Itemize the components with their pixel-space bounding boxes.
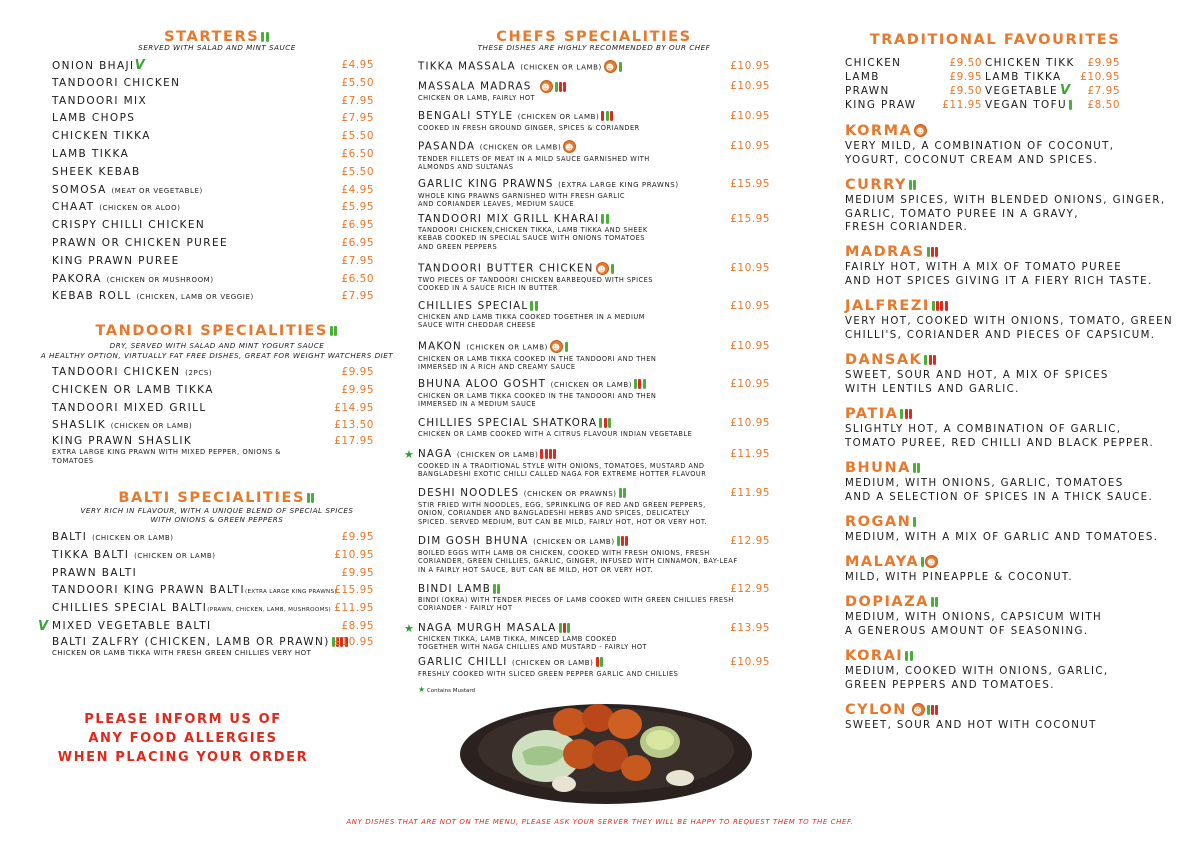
chilli-icon [559,623,572,633]
list-item: LAMB CHOPS £7.95 [52,112,374,125]
chilli-icon [924,353,937,368]
nut-icon: ☻ [914,124,929,139]
list-item: CRISPY CHILLI CHICKEN £6.95 [52,219,374,232]
curry-bhuna: BHUNA MEDIUM, WITH ONIONS, GARLIC, TOMATOES AND A SELECTION OF SPICES IN A THICK SAUCE. [845,460,1154,503]
curry-jalfrezi: JALFREZI VERY HOT, COOKED WITH ONIONS, TOMATO, GREEN CHILLI'S, CORIANDER AND PIECES OF CAPSICUM. [845,298,1174,341]
list-item: CHICKEN TIKKA £5.50 [52,130,374,143]
chilli-icon [634,379,647,389]
list-item: VEGETABLE V £7.95 [985,83,1120,98]
list-item: LAMB TIKKA £6.50 [52,147,374,160]
chilli-icon [493,584,502,594]
list-item: CHILLIES SPECIAL SHATKORA £10.95 CHICKEN OR LAMB COOKED WITH A CITRUS FLAVOUR INDIAN VEGETABLE [418,417,770,438]
list-item: SHASLIK (CHICKEN OR LAMB) £13.50 [52,419,374,432]
starters-subtitle: SERVED WITH SALAD AND MINT SAUCE [138,43,296,52]
chilli-icon [599,418,612,428]
curry-dansak: DANSAK SWEET, SOUR AND HOT, A MIX OF SPICES WITH LENTILS AND GARLIC. [845,352,1109,395]
list-item: MAKON (CHICKEN OR LAMB) ☻ £10.95 CHICKEN OR LAMB TIKKA COOKED IN THE TANDOORI AND THEN IMMERSED IN A RICH AND CREAMY SAUCE [418,340,770,371]
nut-icon: ☻ [550,340,569,353]
list-item: PASANDA (CHICKEN OR LAMB) ☻ £10.95 TENDER FILLETS OF MEAT IN A MILD SAUCE GARNISHED WITH ALMONDS AND SULTANAS [418,140,770,171]
curry-patia: PATIA SLIGHTLY HOT, A COMBINATION OF GARLIC, TOMATO PUREE, RED CHILLI AND BLACK PEPPER. [845,406,1155,449]
chilli-icon [307,490,316,506]
list-item: DIM GOSH BHUNA (CHICKEN OR LAMB) £12.95 BOILED EGGS WITH LAMB OR CHICKEN, COOKED WITH FRESH ONIONS, FRESH CORIANDER, GREEN CHILLIES, GARLIC, GINGER, INFUSED WITH CINNAMON, BAY-LEAF IN A FAIRLY HOT SAUCE, BUT CAN BE MILD, HOT OR VERY HOT. [418,535,770,574]
list-item: KEBAB ROLL (CHICKEN, LAMB OR VEGGIE) £7.95 [52,290,374,303]
list-item: CHILLIES SPECIAL BALTI(PRAWN, CHICKEN, LAMB, MUSHROOMS) £11.95 [52,602,374,615]
chilli-icon [900,407,913,422]
list-item: TANDOORI CHICKEN £5.50 [52,76,374,89]
chilli-icon [619,488,628,498]
list-item: PAKORA (CHICKEN OR MUSHROOM) £6.50 [52,272,374,285]
list-item: TANDOORI MIX GRILL KHARAI £15.95 TANDOORI CHICKEN,CHICKEN TIKKA, LAMB TIKKA AND SHEEK KEBAB COOKED IN SPECIAL SAUCE WITH ONIONS TOMATOES AND GREEN PEPPERS [418,213,770,251]
list-item: BINDI LAMB £12.95 BINDI (OKRA) WITH TENDER PIECES OF LAMB COOKED WITH GREEN CHILLIES FRESH CORIANDER - FAIRLY HOT [418,583,770,613]
chefs-title: CHEFS SPECIALITIES [496,29,692,45]
chilli-icon [601,111,614,121]
vegetarian-icon: V [38,618,50,634]
tandoori-header [52,320,382,339]
list-item: TIKKA BALTI (CHICKEN OR LAMB) £10.95 [52,548,374,561]
starters-list [52,57,374,306]
list-item: CHICKEN TIKK £9.95 [985,57,1120,69]
item-description: EXTRA LARGE KING PRAWN WITH MIXED PEPPER, ONIONS & TOMATOES [52,448,281,465]
traditional-header [845,29,1145,48]
curry-malaya: MALAYA ☻ MILD, WITH PINEAPPLE & COCONUT. [845,554,1073,583]
chilli-icon [617,536,630,546]
list-item: SHEEK KEBAB £5.50 [52,165,374,178]
curry-korma: KORMA ☻ VERY MILD, A COMBINATION OF COCONUT, YOGURT, COCONUT CREAM AND SPICES. [845,123,1115,166]
curry-curry: CURRY MEDIUM SPICES, WITH BLENDED ONIONS, GINGER, GARLIC, TOMATO PUREE IN A GRAVY, FRESH CORIANDER. [845,177,1166,234]
tandoori-subtitle-2: A HEALTHY OPTION, VIRTUALLY FAT FREE DISHES, GREAT FOR WEIGHT WATCHERS DIET [40,351,394,360]
list-item: GARLIC KING PRAWNS (EXTRA LARGE KING PRAWNS) £15.95 WHOLE KING PRAWNS GARNISHED WITH FRESH GARLIC AND CORIANDER LEAVES, MEDIUM SAUCE [418,178,770,209]
list-item: LAMB £9.95 [845,71,982,83]
list-item: ★ NAGA (CHICKEN OR LAMB) £11.95 COOKED IN A TRADITIONAL STYLE WITH ONIONS, TOMATOES, MUSTARD AND BANGLADESHI EXOTIC CHILLI CALLED NAGA FOR EXTREME HOTTER FLAVOUR [404,448,770,479]
list-item: KING PRAWN PUREE £7.95 [52,254,374,267]
curry-cylon: CYLON ☻ SWEET, SOUR AND HOT WITH COCONUT [845,702,1097,731]
chilli-icon [540,449,557,459]
item-description: CHICKEN OR LAMB TIKKA WITH FRESH GREEN CHILLIES VERY HOT [52,648,312,657]
tandoori-title: TANDOORI SPECIALITIES [95,323,328,339]
list-item: CHAAT (CHICKEN OR ALOO) £5.95 [52,201,374,214]
curry-rogan: ROGAN MEDIUM, WITH A MIX OF GARLIC AND TOMATOES. [845,514,1159,543]
list-item: BALTI (CHICKEN OR LAMB) £9.95 [52,531,374,543]
list-item: PRAWN £9.50 [845,85,982,97]
sizzler-dish-image [460,692,752,808]
star-icon: ★ [418,685,426,694]
list-item: KING PRAWN SHASLIK £17.95 [52,435,374,448]
list-item: DESHI NOODLES (CHICKEN OR PRAWNS) £11.95 STIR FRIED WITH NOODLES, EGG, SPRINKLING OF RED AND GREEN PEPPERS, ONION, CORIANDER AND BANGLADESHI HERBS AND SPICES, DELICATELY SPICED. SERVED MEDIUM, BUT CAN BE MILD, FAIRLY HOT, HOT OR VERY HOT. [418,487,770,526]
balti-subtitle: VERY RICH IN FLAVOUR, WITH A UNIQUE BLEND OF SPECIAL SPICES [80,506,354,515]
list-item: BENGALI STYLE (CHICKEN OR LAMB) £10.95 COOKED IN FRESH GROUND GINGER, SPICES & CORIANDER [418,110,770,132]
starters-title: STARTERS [164,29,260,45]
list-item: VEGAN TOFU £8.50 [985,99,1120,111]
chilli-icon [596,657,605,667]
list-item: PRAWN OR CHICKEN PUREE £6.95 [52,236,374,249]
curry-madras: MADRAS FAIRLY HOT, WITH A MIX OF TOMATO PUREE AND HOT SPICES GIVING IT A FIERY RICH TASTE. [845,244,1153,287]
nut-icon: ☻ [540,80,568,93]
allergy-notice: PLEASE INFORM US OF ANY FOOD ALLERGIES WHEN PLACING YOUR ORDER [57,712,309,765]
balti-title: BALTI SPECIALITIES [118,490,306,506]
tandoori-subtitle: DRY, SERVED WITH SALAD AND MINT YOGURT SAUCE [109,341,325,350]
vegetarian-icon: V [1060,83,1072,98]
traditional-title: TRADITIONAL FAVOURITES [869,32,1121,48]
star-icon: ★ [404,448,414,461]
list-item: MASSALA MADRAS ☻ £10.95 CHICKEN OR LAMB, FAIRLY HOT [418,80,770,102]
price-grid-left [845,56,990,112]
nut-icon: ☻ [596,262,615,275]
chefs-subtitle: THESE DISHES ARE HIGHLY RECOMMENDED BY OUR CHEF [477,43,711,52]
chilli-icon [913,515,917,530]
chilli-icon [530,301,539,311]
price-grid-right [985,56,1120,112]
balti-subtitle-2: WITH ONIONS & GREEN PEPPERS [150,515,284,524]
star-icon: ★ [404,622,414,635]
list-item: TANDOORI MIXED GRILL £14.95 [52,401,374,414]
list-item: LAMB TIKKA £10.95 [985,71,1120,83]
list-item: GARLIC CHILLI (CHICKEN OR LAMB) £10.95 FRESHLY COOKED WITH SLICED GREEN PEPPER GARLIC AND CHILLIES [418,656,770,678]
list-item: BALTI ZALFRY (CHICKEN, LAMB OR PRAWN) £10.95 [52,635,374,648]
balti-header [52,487,382,506]
curry-korai: KORAI MEDIUM, COOKED WITH ONIONS, GARLIC, GREEN PEPPERS AND TOMATOES. [845,648,1109,691]
balti-list [38,529,374,657]
nut-icon: ☻ [912,703,940,718]
list-item: CHICKEN OR LAMB TIKKA £9.95 [52,383,374,396]
chilli-icon [905,649,914,664]
chilli-icon [913,461,922,476]
list-item: PRAWN BALTI £9.95 [52,566,374,579]
list-item: TANDOORI BUTTER CHICKEN ☻ £10.95 TWO PIECES OF TANDOORI CHICKEN BARBEQUED WITH SPICES COOKED IN A SAUCE RICH IN BUTTER [418,262,770,292]
list-item: TANDOORI CHICKEN (2PCS) £9.95 [52,366,374,378]
list-item: CHILLIES SPECIAL £10.95 CHICKEN AND LAMB TIKKA COOKED TOGETHER IN A MEDIUM SAUCE WITH CHEDDAR CHEESE [418,300,770,330]
list-item: ★ NAGA MURGH MASALA £13.95 CHICKEN TIKKA, LAMB TIKKA, MINCED LAMB COOKED TOGETHER WITH NAGA CHILLIES AND MUSTARD - FAIRLY HOT [404,622,770,652]
nut-icon: ☻ [604,60,623,73]
tandoori-list [52,364,374,465]
list-item: TANDOORI KING PRAWN BALTI(EXTRA LARGE KING PRAWNS) £15.95 [52,584,374,597]
vegan-icon [1069,100,1073,110]
chilli-icon [601,214,610,224]
list-item: ONION BHAJIV £4.95 [52,58,374,73]
chilli-icon [931,595,940,610]
curry-dopiaza: DOPIAZA MEDIUM, WITH ONIONS, CAPSICUM WITH A GENEROUS AMOUNT OF SEASONING. [845,594,1103,637]
chilli-icon [330,323,339,339]
nut-icon: ☻ [563,140,578,153]
list-item: TANDOORI MIX £7.95 [52,94,374,107]
list-item: TIKKA MASSALA (CHICKEN OR LAMB) ☻ £10.95 [418,60,770,73]
list-item: BHUNA ALOO GOSHT (CHICKEN OR LAMB) £10.95 CHICKEN OR LAMB TIKKA COOKED IN THE TANDOORI AND THEN IMMERSED IN A MEDIUM SAUCE [418,378,770,409]
footer-note: ANY DISHES THAT ARE NOT ON THE MENU, PLEASE ASK YOUR SERVER THEY WILL BE HAPPY TO REQUEST THEM TO THE CHEF. [346,818,854,826]
list-item: KING PRAW £11.95 [845,99,982,111]
chilli-icon [909,178,918,193]
list-item: V MIXED VEGETABLE BALTI £8.95 [38,618,374,634]
list-item: CHICKEN £9.50 [845,57,982,69]
list-item: SOMOSA (MEAT OR VEGETABLE) £4.95 [52,183,374,196]
mustard-legend: ★ Contains Mustard [418,685,476,694]
vegetarian-icon: V [134,58,147,73]
chilli-icon: ☻ [921,555,940,570]
chilli-icon [927,245,940,260]
chilli-icon [932,299,949,314]
